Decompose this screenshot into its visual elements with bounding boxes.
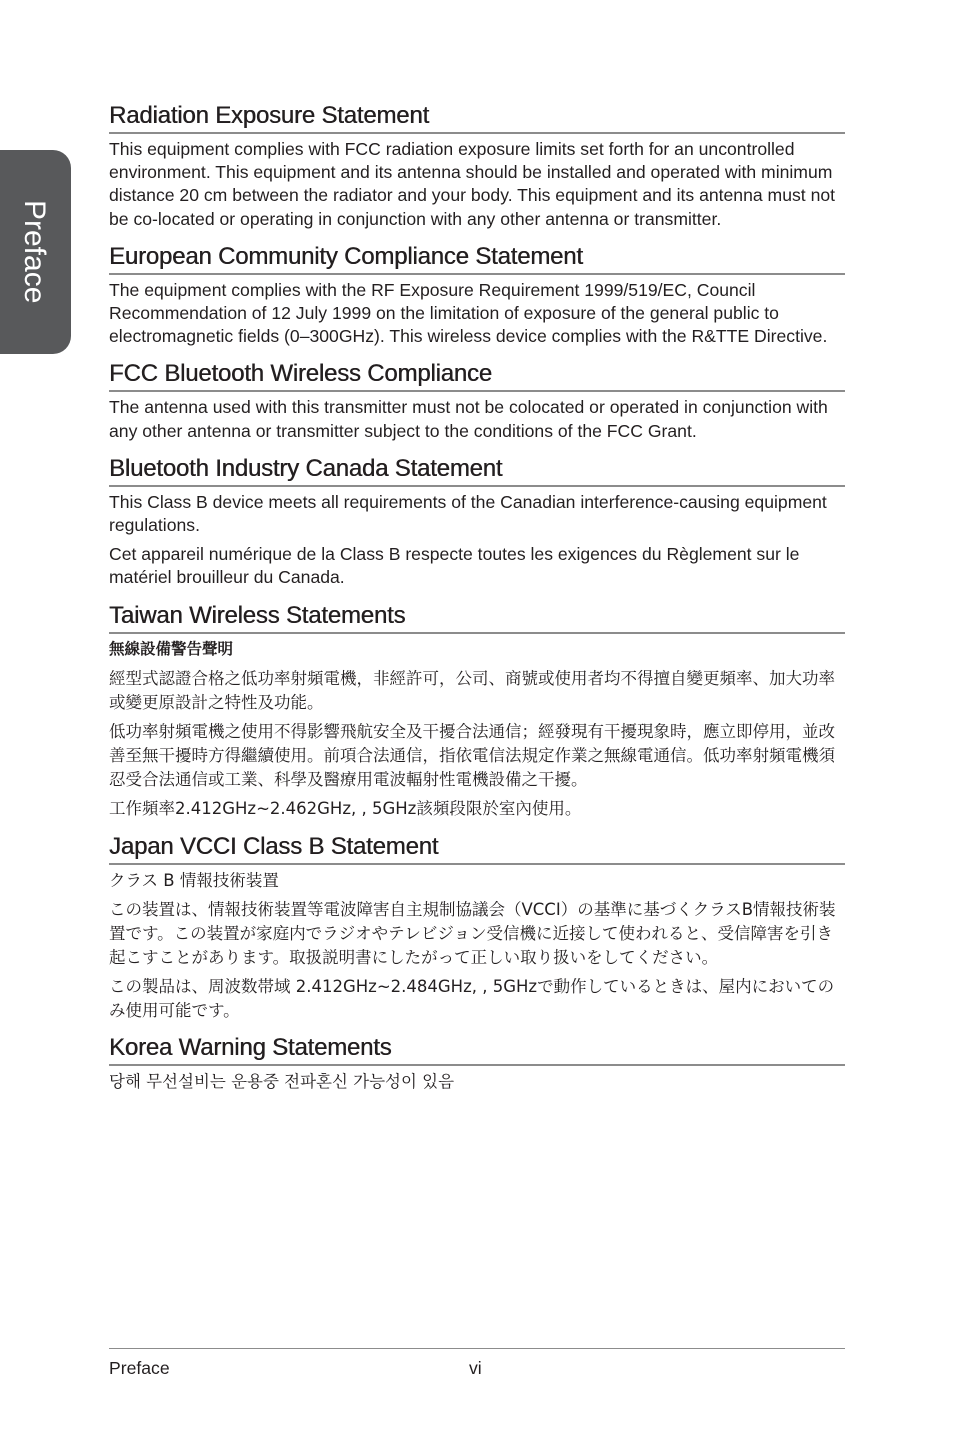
section-title: Korea Warning Statements	[109, 1032, 845, 1066]
paragraph: この製品は、周波数帯域 2.412GHz~2.484GHz, , 5GHzで動作しているときは、屋内においてのみ使用可能です。	[109, 977, 835, 1020]
paragraph: 당해 무선설비는 운용중 전파혼신 가능성이 있음	[109, 1072, 455, 1092]
section-title: Radiation Exposure Statement	[109, 100, 845, 134]
section-canada	[109, 453, 845, 590]
section-title: FCC Bluetooth Wireless Compliance	[109, 358, 845, 392]
section-european	[109, 241, 845, 349]
section-subtitle: 無線設備警告聲明	[109, 639, 234, 658]
paragraph: 經型式認證合格之低功率射頻電機，非經許可，公司、商號或使用者均不得擅自變更頻率、加大功率或變更原設計之特性及功能。	[109, 669, 835, 712]
paragraph: この装置は、情報技術装置等電波障害自主規制協議会（VCCI）の基準に基づくクラスB情報技術装置です。この装置が家庭内でラジオやテレビジョン受信機に近接して使われると、受信障害を引き起こすことがあります。取扱説明書にしたがって正しい取り扱いをしてください。	[109, 900, 836, 967]
footer-page-number: vi	[469, 1358, 482, 1378]
section-title: Japan VCCI Class B Statement	[109, 831, 845, 865]
section-title: Bluetooth Industry Canada Statement	[109, 453, 845, 487]
paragraph: This Class B device meets all requirements of the Canadian interference-causing equipment regulations.	[109, 491, 827, 536]
section-subtitle: クラス B 情報技術装置	[109, 870, 279, 890]
section-taiwan	[109, 600, 845, 821]
section-japan	[109, 831, 845, 1023]
paragraph: The equipment complies with the RF Exposure Requirement 1999/519/EC, Council Recommendation of 12 July 1999 on the limitation of exposure of the general public to electromagnetic fields (0–300GHz). This wireless device complies with the R&TTE Directive.	[109, 279, 828, 347]
paragraph: 工作頻率2.412GHz~2.462GHz, , 5GHz該頻段限於室內使用。	[109, 799, 582, 819]
paragraph: Cet appareil numérique de la Class B respecte toutes les exigences du Règlement sur le matériel brouilleur du Canada.	[109, 544, 800, 588]
page-content	[109, 100, 845, 1094]
section-title: Taiwan Wireless Statements	[109, 600, 845, 634]
paragraph: 低功率射頻電機之使用不得影響飛航安全及干擾合法通信；經發現有干擾現象時，應立即停用，並改善至無干擾時方得繼續使用。前項合法通信，指依電信法規定作業之無線電通信。低功率射頻電機須忍受合法通信或工業、科學及醫療用電波輻射性電機設備之干擾。	[109, 722, 835, 789]
paragraph: This equipment complies with FCC radiation exposure limits set forth for an uncontrolled environment. This equipment and its antenna should be installed and operated with minimum distance 20 cm between the radiator and your body. This equipment and its antenna must not be co-located or operating in conjunction with any other antenna or transmitter.	[109, 139, 836, 229]
footer-divider	[109, 1348, 845, 1349]
paragraph: The antenna used with this transmitter must not be colocated or operated in conjunction with any other antenna or transmitter subject to the conditions of the FCC Grant.	[109, 397, 828, 441]
section-title: European Community Compliance Statement	[109, 241, 845, 275]
section-korea	[109, 1032, 845, 1094]
section-radiation	[109, 100, 845, 231]
footer-section-name: Preface	[109, 1358, 170, 1378]
section-fcc-bluetooth	[109, 358, 845, 442]
side-tab-label: Preface	[18, 200, 51, 304]
